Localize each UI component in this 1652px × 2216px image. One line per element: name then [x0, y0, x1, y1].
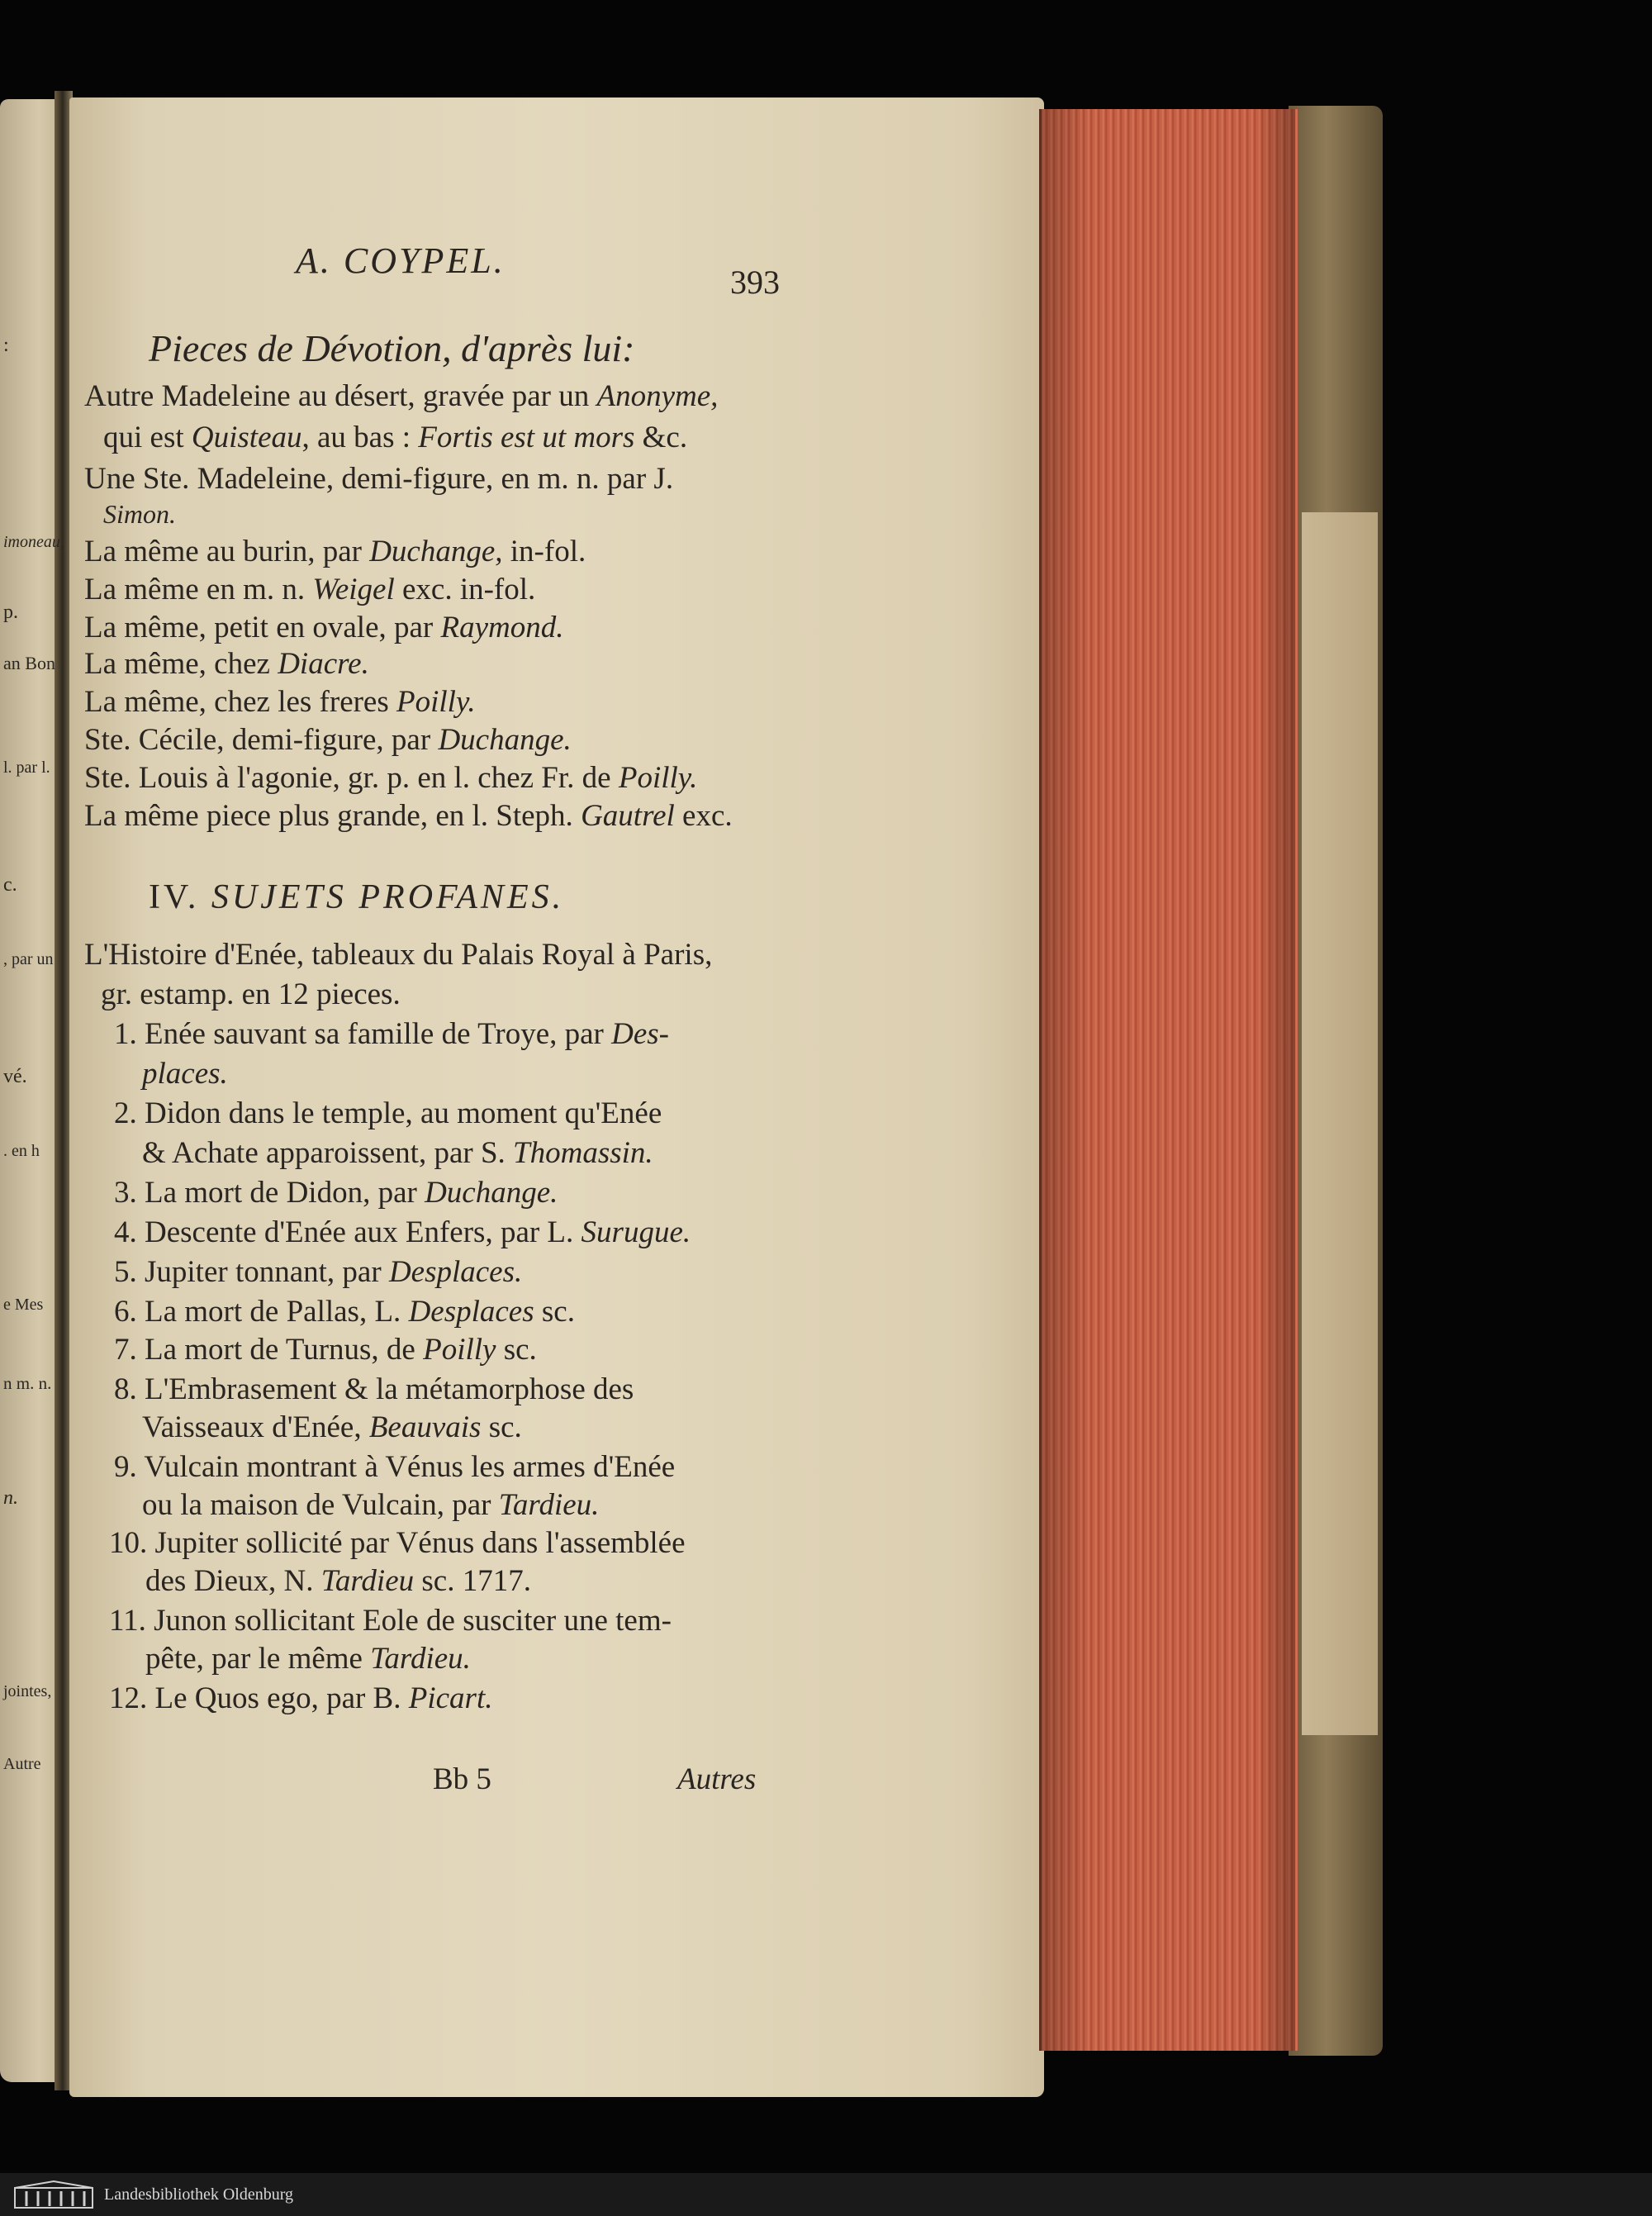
item-line: 11. Junon sollicitant Eole de susciter une tem- — [109, 1604, 672, 1638]
left-fragment: p. — [3, 602, 18, 623]
left-fragment: . en h — [3, 1142, 40, 1160]
left-fragment: jointes, — [3, 1682, 52, 1700]
item-line: des Dieux, N. Tardieu sc. 1717. — [145, 1564, 531, 1598]
entry-line: Ste. Louis à l'agonie, gr. p. en l. chez Fr. de Poilly. — [84, 761, 698, 795]
library-building-icon — [13, 2180, 94, 2209]
left-fragment: vé. — [3, 1066, 27, 1087]
item-line: 9. Vulcain montrant à Vénus les armes d'Enée — [114, 1450, 676, 1484]
library-footer-bar — [0, 2173, 1652, 2216]
item-line: 7. La mort de Turnus, de Poilly sc. — [114, 1333, 537, 1367]
item-line: Vaisseaux d'Enée, Beauvais sc. — [142, 1410, 522, 1444]
section-heading: IV. SUJETS PROFANES. — [149, 878, 565, 916]
item-line: & Achate apparoissent, par S. Thomassin. — [142, 1136, 653, 1170]
fore-edge-shading — [1039, 109, 1295, 2051]
left-fragment: Autre — [3, 1755, 41, 1773]
left-fragment: an Bon — [3, 653, 55, 673]
item-line: 4. Descente d'Enée aux Enfers, par L. Surugue. — [114, 1215, 691, 1249]
catchword: Autres — [677, 1762, 757, 1796]
entry-line: L'Histoire d'Enée, tableaux du Palais Royal à Paris, — [84, 938, 713, 972]
entry-line: La même au burin, par Duchange, in-fol. — [84, 535, 586, 568]
left-fragment: e Mes — [3, 1296, 44, 1314]
left-fragment: imoneau, — [3, 533, 64, 551]
entry-line: La même, petit en ovale, par Raymond. — [84, 611, 564, 644]
item-line: 10. Jupiter sollicité par Vénus dans l'assemblée — [109, 1526, 686, 1560]
running-head: A. COYPEL. — [296, 240, 506, 281]
devotion-heading: Pieces de Dévotion, d'après lui: — [149, 327, 635, 369]
item-line: ou la maison de Vulcain, par Tardieu. — [142, 1488, 600, 1522]
item-line: 5. Jupiter tonnant, par Desplaces. — [114, 1255, 523, 1289]
item-line: 12. Le Quos ego, par B. Picart. — [109, 1681, 493, 1715]
entry-line: gr. estamp. en 12 pieces. — [101, 977, 401, 1011]
page-number: 393 — [730, 264, 780, 301]
item-line: 6. La mort de Pallas, L. Desplaces sc. — [114, 1295, 575, 1329]
item-line: 3. La mort de Didon, par Duchange. — [114, 1176, 558, 1210]
cover-paper-label — [1302, 512, 1378, 1735]
left-fragment: l. par l. — [3, 758, 50, 777]
item-line: 8. L'Embrasement & la métamorphose des — [114, 1372, 634, 1406]
entry-line: Ste. Cécile, demi-figure, par Duchange. — [84, 723, 572, 757]
entry-line: Autre Madeleine au désert, gravée par un Anonyme, — [84, 379, 719, 413]
entry-line: La même piece plus grande, en l. Steph. Gautrel exc. — [84, 799, 733, 833]
left-fragment: c. — [3, 874, 17, 896]
item-line: pête, par le même Tardieu. — [145, 1642, 471, 1676]
left-fragment: n m. n. — [3, 1373, 52, 1393]
item-line: places. — [142, 1057, 228, 1091]
library-name: Landesbibliothek Oldenburg — [104, 2185, 294, 2204]
entry-line: qui est Quisteau, au bas : Fortis est ut mors &c. — [103, 421, 688, 454]
left-fragment: : — [3, 335, 9, 356]
entry-line: La même, chez Diacre. — [84, 647, 369, 681]
left-fragment: , par un — [3, 950, 54, 968]
entry-line: Simon. — [103, 499, 176, 529]
signature-mark: Bb 5 — [433, 1762, 491, 1796]
entry-line: Une Ste. Madeleine, demi-figure, en m. n. par J. — [84, 462, 674, 496]
entry-line: La même en m. n. Weigel exc. in-fol. — [84, 573, 536, 606]
left-fragment: n. — [3, 1487, 18, 1509]
item-line: 1. Enée sauvant sa famille de Troye, par Des- — [114, 1017, 669, 1051]
entry-line: La même, chez les freres Poilly. — [84, 685, 476, 719]
item-line: 2. Didon dans le temple, au moment qu'Enée — [114, 1096, 662, 1130]
